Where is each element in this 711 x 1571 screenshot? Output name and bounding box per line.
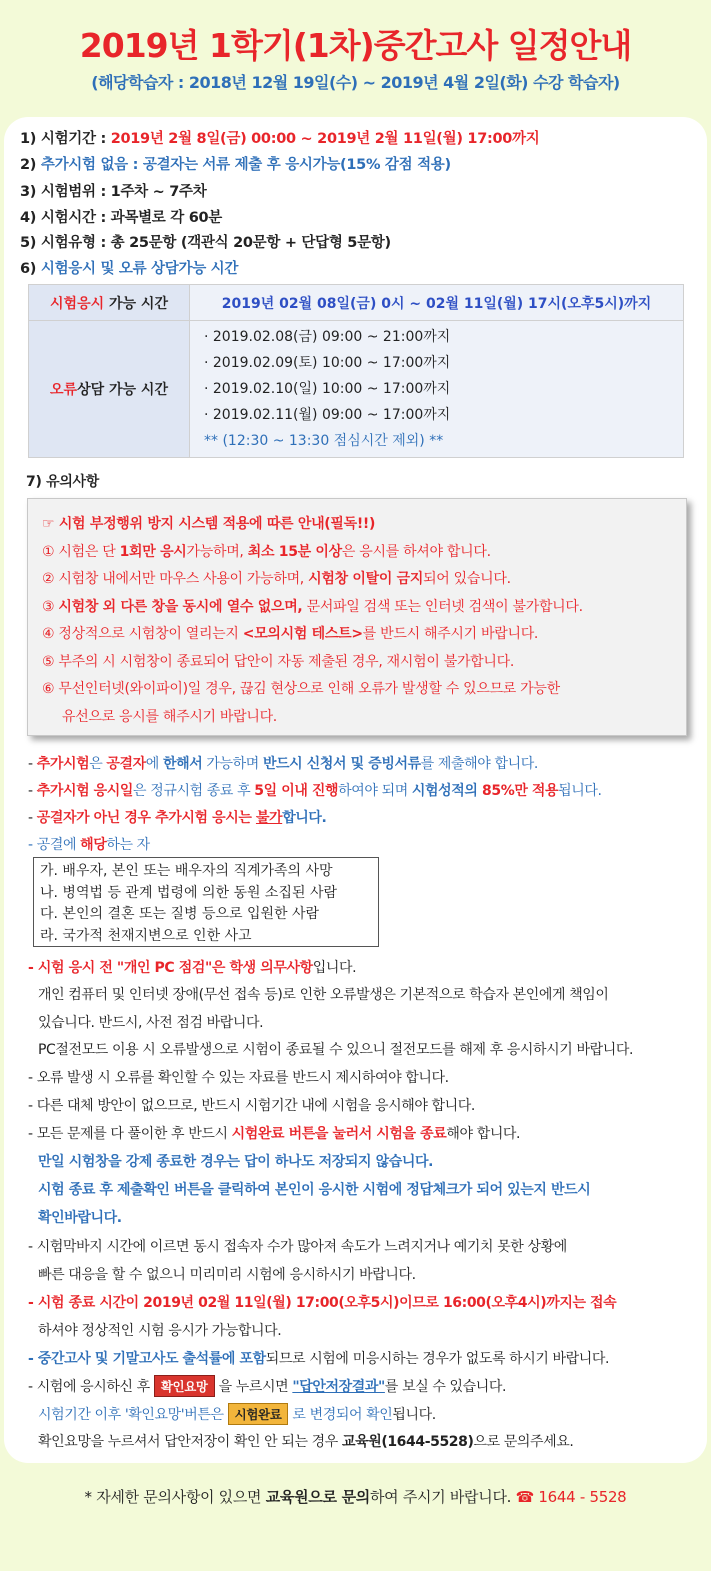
notice-heading: ☞ 시험 부정행위 방지 시스템 적용에 따른 안내(필독!!) <box>42 516 376 532</box>
list-item: · 2019.02.11(월) 09:00 ~ 17:00까지 <box>204 407 451 423</box>
detail-line: - 시험 응시 전 "개인 PC 점검"은 학생 의무사항입니다. <box>28 960 357 976</box>
detail-line: - 추가시험 응시일은 정규시험 종료 후 5일 이내 진행하여야 되며 시험성적의 85%만 적용됩니다. <box>28 783 602 799</box>
detail-line: 하셔야 정상적인 시험 응시가 가능합니다. <box>38 1323 282 1339</box>
section-consult-time: 6) 시험응시 및 오류 상담가능 시간 <box>20 261 239 277</box>
schedule-table <box>28 284 684 458</box>
phone-number: ☎ 1644 - 5528 <box>515 1488 627 1506</box>
section-notes-heading: 7) 유의사항 <box>26 474 100 490</box>
list-item: · 2019.02.09(토) 10:00 ~ 17:00까지 <box>204 355 451 371</box>
notice-item: ② 시험창 내에서만 마우스 사용이 가능하며, 시험창 이탈이 금지되어 있습니다. <box>42 571 511 587</box>
detail-line: - 공결자가 아닌 경우 추가시험 응시는 불가합니다. <box>28 810 327 826</box>
exam-complete-button[interactable]: 시험완료 <box>228 1403 289 1425</box>
error-consult-label: 오류상담 가능 시간 <box>29 321 190 458</box>
section-no-retest: 2) 추가시험 없음 : 공결자는 서류 제출 후 응시가능(15% 감점 적용) <box>20 157 451 173</box>
excuse-criteria-box <box>33 857 379 947</box>
notice-item: ④ 정상적으로 시험창이 열리는지 <모의시험 테스트>를 반드시 해주시기 바랍니다. <box>42 626 539 642</box>
section-exam-type: 5) 시험유형 : 총 25문항 (객관식 20문항 + 단답형 5문항) <box>20 235 391 251</box>
exam-time-value: 2019년 02월 08일(금) 0시 ~ 02월 11일(월) 17시(오후5시)까지 <box>190 285 684 321</box>
table-row <box>29 321 684 458</box>
list-item: · 2019.02.10(일) 10:00 ~ 17:00까지 <box>204 381 451 397</box>
detail-line: PC절전모드 이용 시 오류발생으로 시험이 종료될 수 있으니 절전모드를 해제 후 응시하시기 바랍니다. <box>38 1042 634 1058</box>
section-exam-scope: 3) 시험범위 : 1주차 ~ 7주차 <box>20 184 207 200</box>
detail-line: - 추가시험은 공결자에 한해서 가능하며 반드시 신청서 및 증빙서류를 제출해야 합니다. <box>28 756 538 772</box>
section-exam-period: 1) 시험기간 : 2019년 2월 8일(금) 00:00 ~ 2019년 2월 11일(월) 17:00까지 <box>20 131 540 147</box>
error-consult-slots <box>190 321 684 458</box>
detail-line: 확인바랍니다. <box>38 1210 122 1226</box>
list-item: 나. 병역법 등 관계 법령에 의한 동원 소집된 사람 <box>40 884 338 901</box>
notice-box <box>27 498 687 736</box>
notice-item: 유선으로 응시를 해주시기 바랍니다. <box>62 708 277 725</box>
detail-line: - 시험막바지 시간에 이르면 동시 접속자 수가 많아져 속도가 느려지거나 예기치 못한 상황에 <box>28 1239 567 1255</box>
detail-line: - 공결에 해당하는 자 <box>28 837 150 853</box>
table-row <box>29 285 684 321</box>
detail-line: 있습니다. 반드시, 사전 점검 바랍니다. <box>38 1015 264 1031</box>
notice-item: ⑤ 부주의 시 시험창이 종료되어 답안이 자동 제출된 경우, 재시험이 불가합니다. <box>42 653 514 670</box>
detail-line: 빠른 대응을 할 수 없으니 미리미리 시험에 응시하시기 바랍니다. <box>38 1267 416 1283</box>
list-item: 라. 국가적 천재지변으로 인한 사고 <box>40 927 252 944</box>
detail-line: 만일 시험창을 강제 종료한 경우는 답이 하나도 저장되지 않습니다. <box>38 1154 434 1170</box>
list-item: 가. 배우자, 본인 또는 배우자의 직계가족의 사망 <box>40 863 333 879</box>
detail-line: 확인요망을 누르셔서 답안저장이 확인 안 되는 경우 교육원(1644-5528)으로 문의주세요. <box>38 1434 574 1450</box>
detail-line: - 시험에 응시하신 후 확인요망 을 누르시면 "답안저장결과"를 보실 수 있습니다. <box>28 1375 506 1397</box>
list-item: ** (12:30 ~ 13:30 점심시간 제외) ** <box>204 433 444 449</box>
notice-item: ⑥ 무선인터넷(와이파이)일 경우, 끊김 현상으로 인해 오류가 발생할 수 있으므로 가능한 <box>42 681 560 697</box>
detail-line: - 중간고사 및 기말고사도 출석률에 포함되므로 시험에 미응시하는 경우가 없도록 하시기 바랍니다. <box>28 1351 610 1367</box>
detail-line: - 시험 종료 시간이 2019년 02월 11일(월) 17:00(오후5시)이므로 16:00(오후4시)까지는 접속 <box>28 1295 617 1311</box>
page-subtitle: (해당학습자 : 2018년 12월 19일(수) ~ 2019년 4월 2일(화) 수강 학습자) <box>91 73 620 92</box>
page-title: 2019년 1학기(1차)중간고사 일정안내 <box>79 26 632 65</box>
notice-item: ① 시험은 단 1회만 응시가능하며, 최소 15분 이상은 응시를 하셔야 합니다. <box>42 543 491 560</box>
confirm-required-button[interactable]: 확인요망 <box>154 1375 215 1397</box>
list-item: 다. 본인의 결혼 또는 질병 등으로 입원한 사람 <box>40 906 320 922</box>
detail-line: - 오류 발생 시 오류를 확인할 수 있는 자료를 반드시 제시하여야 합니다. <box>28 1070 449 1086</box>
notice-item: ③ 시험창 외 다른 창을 동시에 열수 없으며, 문서파일 검색 또는 인터넷 검색이 불가합니다. <box>42 598 583 615</box>
section-exam-time: 4) 시험시간 : 과목별로 각 60분 <box>20 210 223 226</box>
exam-time-label: 시험응시 가능 시간 <box>29 285 190 321</box>
detail-line: - 모든 문제를 다 풀이한 후 반드시 시험완료 버튼을 눌러서 시험을 종료해야 합니다. <box>28 1126 521 1142</box>
detail-line: 시험 종료 후 제출확인 버튼을 클릭하여 본인이 응시한 시험에 정답체크가 되어 있는지 반드시 <box>38 1182 591 1198</box>
footer-contact: * 자세한 문의사항이 있으면 교육원으로 문의하여 주시기 바랍니다. ☎ 1644 - 5528 <box>84 1488 627 1506</box>
detail-line: - 다른 대체 방안이 없으므로, 반드시 시험기간 내에 시험을 응시해야 합니다. <box>28 1098 475 1114</box>
list-item: · 2019.02.08(금) 09:00 ~ 21:00까지 <box>204 329 451 345</box>
detail-line: 시험기간 이후 '확인요망'버튼은 시험완료 로 변경되어 확인됩니다. <box>38 1403 436 1425</box>
detail-line: 개인 컴퓨터 및 인터넷 장애(무선 접속 등)로 인한 오류발생은 기본적으로 학습자 본인에게 책임이 <box>38 987 609 1003</box>
